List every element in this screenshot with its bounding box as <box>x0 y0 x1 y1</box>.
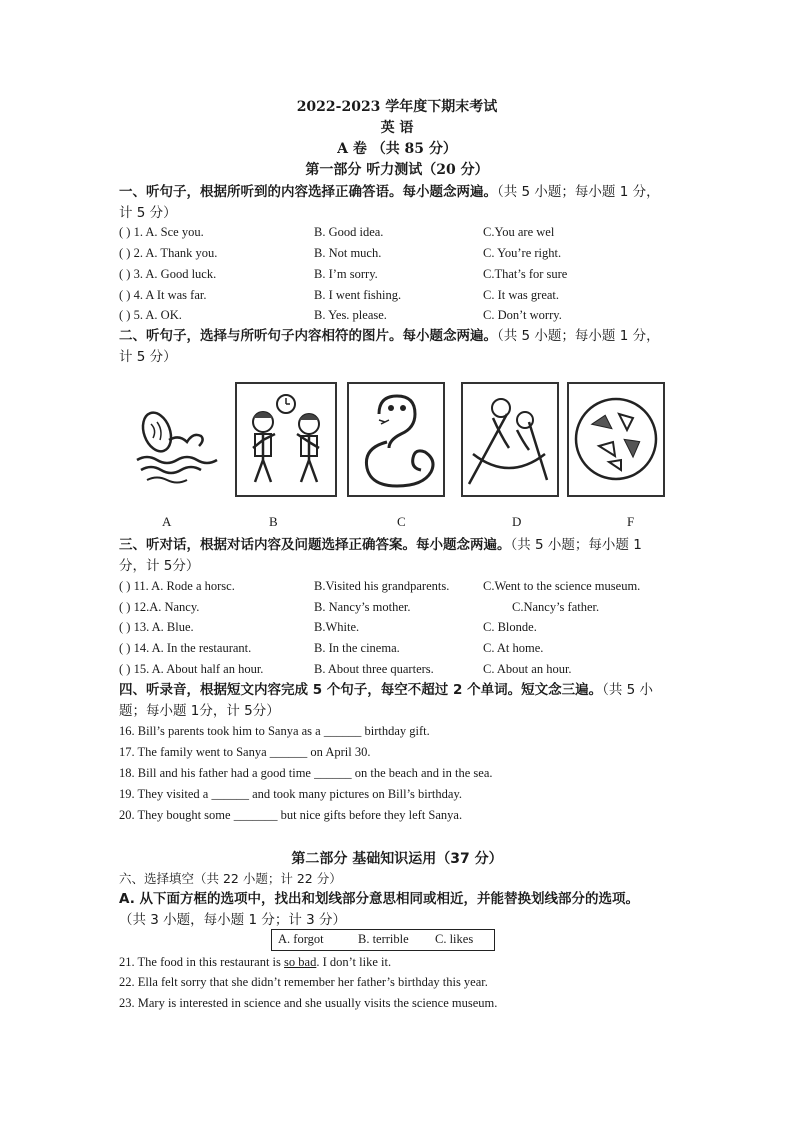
section6-heading: 六、选择填空（共 22 小题；计 22 分） <box>119 871 342 886</box>
exam-year-title: 2022-2023 学年度下期末考试 <box>296 99 498 115</box>
option-5c: C. Don’t worry. <box>483 308 562 322</box>
question-row-14 <box>119 641 719 661</box>
section1-instructions <box>119 182 679 224</box>
option-4c: C. It was great. <box>483 288 560 302</box>
option-1c: C.You are wel <box>483 225 555 239</box>
word-options-box <box>271 929 495 951</box>
fill-question-17: 17. The family went to Sanya ______ on April 30. <box>119 745 371 759</box>
option-5b: B. Yes. please. <box>314 308 387 322</box>
option-11c: C.Went to the science museum. <box>483 579 641 593</box>
section1-instr-bold: 一、听句子，根据所听到的内容选择正确答语。每小题念两遍。 <box>119 184 497 200</box>
option-1b: B. Good idea. <box>314 225 384 239</box>
section3-instr-tail: （共 5 小题；每小题 1 <box>510 537 642 553</box>
question-13: ( ) 13. A. Blue. <box>119 620 194 634</box>
fill-question-18: 18. Bill and his father had a good time ______ on the beach and in the sea. <box>119 766 493 780</box>
question-row-15 <box>119 662 719 682</box>
picture-d-rowing-icon <box>461 382 559 497</box>
option-12c: C.Nancy’s father. <box>512 600 600 614</box>
question-22: 22. Ella felt sorry that she didn’t remember her father’s birthday this year. <box>119 975 488 989</box>
fill-question-19: 19. They visited a ______ and took many pictures on Bill’s birthday. <box>119 787 463 801</box>
option-14c: C. At home. <box>483 641 544 655</box>
word-option-b: B. terrible <box>358 932 409 946</box>
picture-label-f: F <box>627 514 635 529</box>
question-row-2 <box>119 246 719 266</box>
picture-label-b: B <box>269 514 278 529</box>
picture-label-c: C <box>397 514 406 529</box>
part1-title: 第一部分 听力测试（20 分） <box>305 162 489 178</box>
section6a-instructions <box>119 889 689 931</box>
question-row-13 <box>119 620 719 640</box>
section4-instr-tail: （共 5 小 <box>602 682 654 698</box>
picture-b-kids-clock-icon <box>235 382 337 497</box>
section4-instr-bold: 四、听录音，根据短文内容完成 5 个句子，每空不超过 2 个单词。短文念三遍。 <box>119 682 603 698</box>
option-15b: B. About three quarters. <box>314 662 434 676</box>
question-21-post: . I don’t like it. <box>316 955 392 969</box>
section4-instr-line2: 题；每小题 1分，计 5分） <box>119 703 280 719</box>
option-3c: C.That’s for sure <box>483 267 568 281</box>
picture-c-snake-icon <box>347 382 445 497</box>
question-11: ( ) 11. A. Rode a horsc. <box>119 579 235 593</box>
word-option-a: A. forgot <box>278 932 324 946</box>
option-2b: B. Not much. <box>314 246 382 260</box>
section3-instr-bold: 三、听对话，根据对话内容及问题选择正确答案。每小题念两遍。 <box>119 537 511 553</box>
section1-instr-line2: 计 5 分） <box>119 205 177 221</box>
question-2: ( ) 2. A. Thank you. <box>119 246 218 260</box>
option-2c: C. You’re right. <box>483 246 562 260</box>
picture-strip <box>127 377 667 502</box>
option-14b: B. In the cinema. <box>314 641 400 655</box>
section6a-instr-bold: A. 从下面方框的选项中，找出和划线部分意思相同或相近，并能替换划线部分的选项。 <box>119 891 640 907</box>
question-23: 23. Mary is interested in science and she usually visits the science museum. <box>119 996 498 1010</box>
paper-a-title: A 卷 （共 85 分） <box>337 141 457 157</box>
fill-question-16: 16. Bill’s parents took him to Sanya as a ______ birthday gift. <box>119 724 430 738</box>
word-option-c: C. likes <box>435 932 474 946</box>
option-13b: B.White. <box>314 620 360 634</box>
question-row-1 <box>119 225 719 245</box>
option-11b: B.Visited his grandparents. <box>314 579 450 593</box>
section6a-instr-line2: （共 3 小题，每小题 1 分；计 3 分） <box>119 912 347 928</box>
picture-label-d: D <box>512 514 522 529</box>
option-4b: B. I went fishing. <box>314 288 402 302</box>
question-3: ( ) 3. A. Good luck. <box>119 267 217 281</box>
section1-instr-tail: （共 5 小题；每小题 1 分， <box>497 184 660 200</box>
section3-instr-line2: 分，计 5分） <box>119 558 200 574</box>
question-row-3 <box>119 267 719 287</box>
option-13c: C. Blonde. <box>483 620 537 634</box>
question-row-4 <box>119 288 719 308</box>
option-12b: B. Nancy’s mother. <box>314 600 411 614</box>
question-row-11 <box>119 579 719 599</box>
question-21-underlined: so bad <box>284 955 317 969</box>
section2-instructions <box>119 326 679 368</box>
question-14: ( ) 14. A. In the restaurant. <box>119 641 252 655</box>
part2-title: 第二部分 基础知识运用（37 分） <box>291 851 503 867</box>
option-3b: B. I’m sorry. <box>314 267 378 281</box>
question-5: ( ) 5. A. OK. <box>119 308 182 322</box>
picture-f-plate-icon <box>567 382 665 497</box>
section4-instructions <box>119 680 689 722</box>
picture-a-swimmer-icon <box>127 382 225 497</box>
question-12: ( ) 12.A. Nancy. <box>119 600 200 614</box>
question-21 <box>119 955 391 970</box>
question-row-12 <box>119 600 719 620</box>
section2-instr-line2: 计 5 分） <box>119 349 177 365</box>
section2-instr-bold: 二、听句子，选择与所听句子内容相符的图片。每小题念两遍。 <box>119 328 497 344</box>
picture-label-a: A <box>162 514 172 529</box>
section3-instructions <box>119 535 679 577</box>
fill-question-20: 20. They bought some _______ but nice gifts before they left Sanya. <box>119 808 463 822</box>
question-15: ( ) 15. A. About half an hour. <box>119 662 264 676</box>
question-1: ( ) 1. A. Sce you. <box>119 225 204 239</box>
question-4: ( ) 4. A It was far. <box>119 288 207 302</box>
subject-title: 英 语 <box>380 120 414 136</box>
section2-instr-tail: （共 5 小题；每小题 1 分， <box>497 328 660 344</box>
question-21-pre: 21. The food in this restaurant is <box>119 955 285 969</box>
option-15c: C. About an hour. <box>483 662 572 676</box>
question-row-5 <box>119 308 719 328</box>
